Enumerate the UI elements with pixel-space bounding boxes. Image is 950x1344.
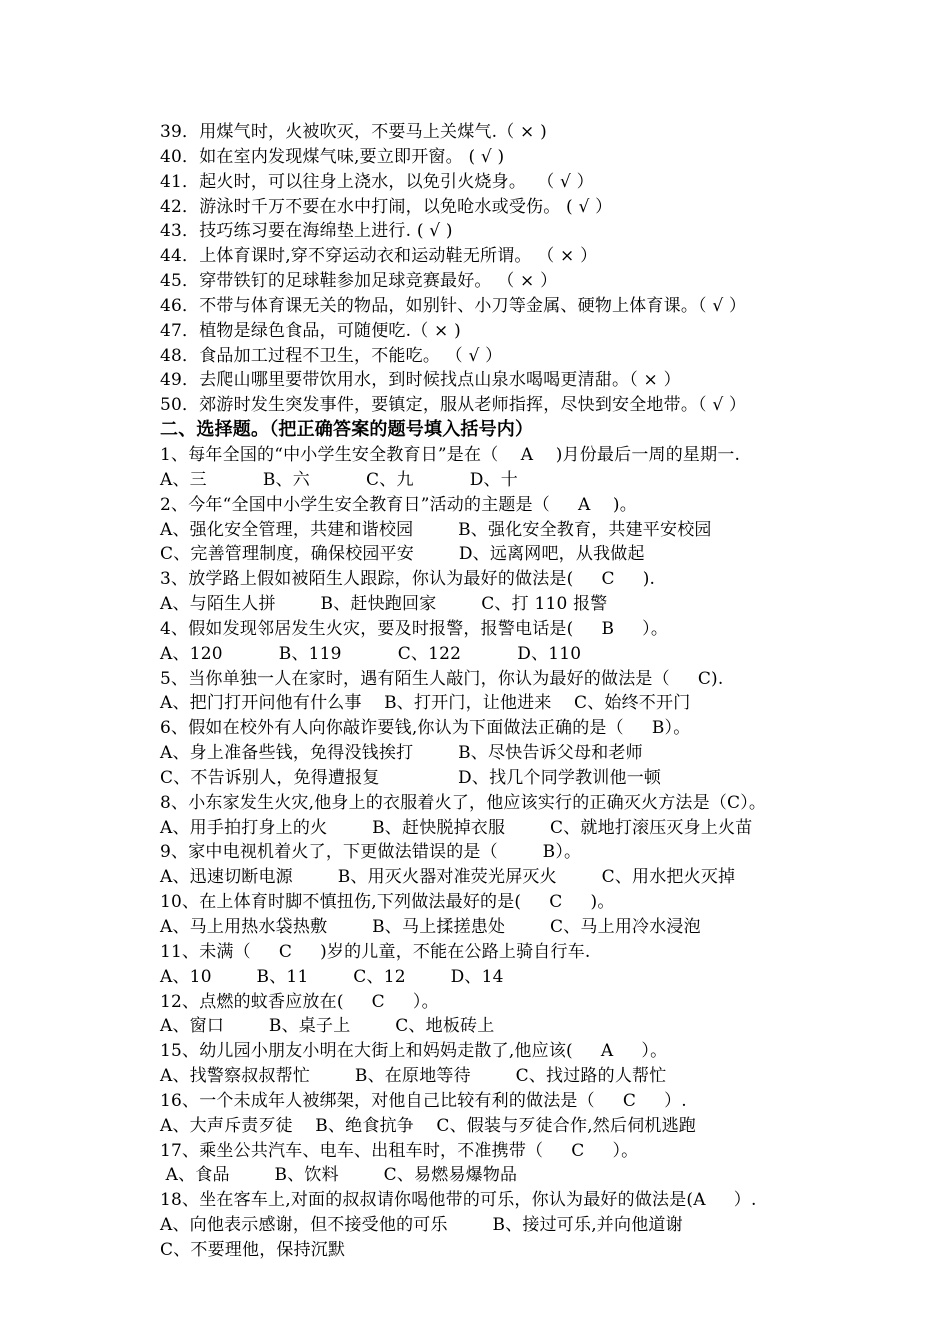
tf-item-39: 39．用煤气时，火被吹灭，不要马上关煤气.（ × ) [160, 122, 547, 142]
mc-question-1: 1、每年全国的“中小学生安全教育日”是在（ A )月份最后一周的星期一. [160, 444, 741, 465]
mc-question-15: 15、幼儿园小朋友小明在大街上和妈妈走散了,他应该( A ）。 [160, 1041, 668, 1062]
mc-question-11: 11、未满（ C )岁的儿童，不能在公路上骑自行车. [160, 941, 591, 962]
mc-question-10: 10、在上体育时脚不慎扭伤,下列做法最好的是( C )。 [160, 892, 615, 913]
mc-options-11: A、10 B、11 C、12 D、14 [160, 966, 504, 987]
mc-question-2: 2、今年“全国中小学生安全教育日”活动的主题是（ A )。 [160, 494, 637, 515]
tf-item-40: 40．如在室内发现煤气味,要立即开窗。 ( √ ) [160, 146, 505, 167]
mc-question-5: 5、当你单独一人在家时，遇有陌生人敲门，你认为最好的做法是（ C). [160, 668, 724, 689]
mc-options-1: A、三 B、六 C、九 D、十 [160, 469, 518, 490]
mc-question-6: 6、假如在校外有人向你敲诈要钱,你认为下面做法正确的是（ B）。 [160, 718, 691, 739]
mc-options-16: A、大声斥责歹徒 B、绝食抗争 C、假装与歹徒合作,然后伺机逃跑 [160, 1115, 697, 1136]
mc-options-6a: A、身上准备些钱，免得没钱挨打 B、尽快告诉父母和老师 [160, 743, 643, 764]
section-heading: 二、选择题。（把正确答案的题号填入括号内） [160, 419, 534, 441]
tf-item-50: 50．郊游时发生突发事件，要镇定，服从老师指挥，尽快到安全地带。（ √ ） [160, 395, 747, 416]
tf-item-49: 49．去爬山哪里要带饮用水，到时候找点山泉水喝喝更清甜。（ × ） [160, 370, 681, 391]
mc-question-3: 3、放学路上假如被陌生人跟踪，你认为最好的做法是( C ). [160, 569, 656, 590]
mc-options-8: A、用手拍打身上的火 B、赶快脱掉衣服 C、就地打滚压灭身上火苗 [160, 817, 753, 838]
tf-item-47: 47．植物是绿色食品，可随便吃.（ × ) [160, 320, 461, 341]
true-false-list [160, 120, 840, 418]
tf-item-41: 41．起火时，可以往身上浇水，以免引火烧身。 （ √ ） [160, 171, 594, 192]
mc-question-16: 16、一个未成年人被绑架，对他自己比较有利的做法是（ C ）. [160, 1090, 687, 1111]
multiple-choice-list [160, 443, 840, 1263]
tf-item-48: 48．食品加工过程不卫生，不能吃。 （ √ ） [160, 345, 503, 366]
mc-options-12: A、窗口 B、桌子上 C、地板砖上 [160, 1016, 495, 1037]
mc-options-4: A、120 B、119 C、122 D、110 [160, 643, 582, 664]
mc-question-9: 9、家中电视机着火了，下更做法错误的是（ B）。 [160, 842, 582, 863]
mc-options-2a: A、强化安全管理，共建和谐校园 B、强化安全教育，共建平安校园 [160, 519, 712, 540]
tf-item-45: 45．穿带铁钉的足球鞋参加足球竞赛最好。 （ × ） [160, 271, 558, 292]
tf-item-44: 44．上体育课时,穿不穿运动衣和运动鞋无所谓。 （ × ） [160, 246, 598, 267]
mc-question-12: 12、点燃的蚊香应放在( C ）。 [160, 991, 439, 1012]
mc-options-2b: C、完善管理制度，确保校园平安 D、远离网吧，从我做起 [160, 544, 645, 565]
mc-question-4: 4、假如发现邻居发生火灾，要及时报警，报警电话是( B ）。 [160, 618, 669, 639]
mc-options-18b: C、不要理他，保持沉默 [160, 1239, 346, 1260]
mc-options-9: A、迅速切断电源 B、用灭火器对准荧光屏灭火 C、用水把火灭掉 [160, 867, 736, 888]
mc-options-6b: C、不告诉别人，免得遭报复 D、找几个同学教训他一顿 [160, 767, 662, 788]
tf-item-42: 42．游泳时千万不要在水中打闹，以免呛水或受伤。 ( √ ） [160, 196, 613, 217]
tf-item-43: 43．技巧练习要在海绵垫上进行. ( √ ) [160, 221, 453, 242]
mc-options-5: A、把门打开问他有什么事 B、打开门，让他进来 C、始终不开门 [160, 693, 691, 714]
mc-options-17: A、食品 B、饮料 C、易燃易爆物品 [160, 1165, 518, 1186]
mc-options-15: A、找警察叔叔帮忙 B、在原地等待 C、找过路的人帮忙 [160, 1066, 667, 1087]
mc-question-17: 17、乘坐公共汽车、电车、出租车时，不准携带（ C ）。 [160, 1140, 639, 1161]
document-body [160, 120, 840, 1263]
mc-question-8: 8、小东家发生火灾,他身上的衣服着火了，他应该实行的正确灭火方法是（C）。 [160, 792, 767, 813]
mc-options-10: A、马上用热水袋热敷 B、马上揉搓患处 C、马上用冷水浸泡 [160, 917, 701, 937]
mc-options-3: A、与陌生人拼 B、赶快跑回家 C、打 110 报警 [160, 594, 608, 615]
tf-item-46: 46．不带与体育课无关的物品，如别针、小刀等金属、硬物上体育课。（ √ ） [160, 295, 747, 316]
mc-options-18a: A、向他表示感谢，但不接受他的可乐 B、接过可乐,并向他道谢 [160, 1215, 683, 1236]
mc-question-18: 18、坐在客车上,对面的叔叔请你喝他带的可乐，你认为最好的做法是(A ）. [160, 1190, 757, 1211]
